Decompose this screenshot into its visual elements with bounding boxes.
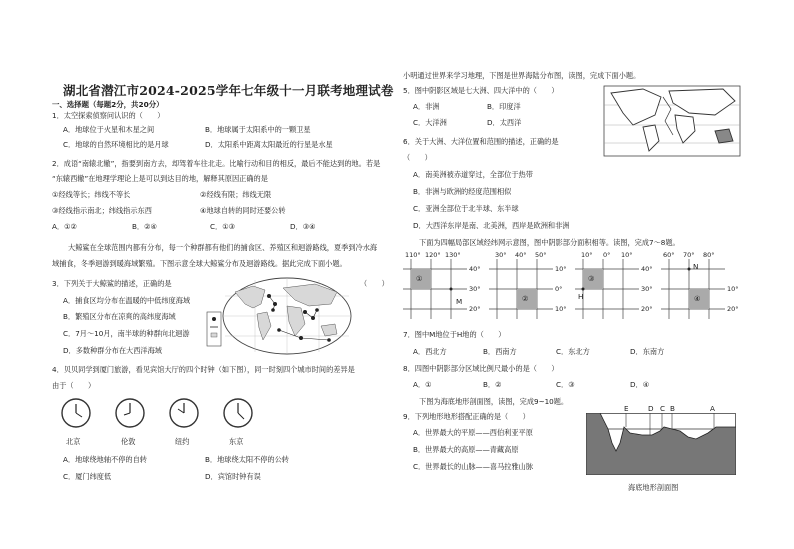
profile-label-e: E	[624, 404, 629, 413]
intro-world-map: 小明通过世界来学习地理，下图是世界海陆分布图，读图，完成下面小题。	[403, 71, 641, 80]
passage-grids: 下面为四幅局部区域经纬网示意图，图中阴影部分面积相等。读图，完成7～8题。	[419, 238, 680, 247]
grid-4-label: ④	[694, 294, 701, 303]
q1-option-a[interactable]: A．地球位于火星和木星之间	[63, 125, 155, 134]
q3-option-c[interactable]: C．7月～10月，南半球的种群向北迴游	[63, 329, 190, 338]
q3-option-a[interactable]: A．捕食区均分布在温暖的中低纬度海域	[63, 296, 191, 305]
q4-option-b[interactable]: B．地球绕太阳不停的公转	[205, 455, 289, 464]
q7-option-a[interactable]: A．西北方	[413, 347, 447, 356]
clock-face-beijing	[62, 399, 90, 427]
clock-faces	[58, 393, 258, 435]
q2-option-c[interactable]: C．①③	[210, 222, 236, 231]
q3-stem: 3．下列关于大鲸鲨的描述，正确的是	[52, 279, 172, 288]
q6-option-c[interactable]: C．亚洲全部位于北半球、东半球	[413, 204, 519, 213]
q2-statement-3: ③经线指示南北；纬线指示东西	[52, 206, 152, 215]
q2-statement-2: ②经线有限；纬线无限	[200, 190, 272, 199]
q9-option-b[interactable]: B．世界最大的高原——青藏高原	[413, 445, 519, 454]
profile-label-a: A	[710, 404, 715, 413]
q6-stem-line2: （ ）	[403, 153, 432, 162]
passage-shark-line2: 域捕食，冬季迴游到暖海域繁殖。下图示意全球大鲸鲨分布及迴游路线。据此完成下面小题。	[52, 259, 347, 268]
q7-stem: 7．图中M地位于H地的（ ）	[403, 330, 506, 339]
q9-stem: 9．下列地形地形搭配正确的是（ ）	[403, 412, 530, 421]
grid-3-label: ③	[588, 274, 595, 283]
page-title: 湖北省潜江市2024-2025学年七年级十一月联考地理试卷	[63, 83, 394, 98]
grid-4: 60° 70° 80° ④ N 10° 20°	[663, 251, 739, 313]
q7-option-c[interactable]: C．东北方	[556, 347, 590, 356]
grid-1-point: M	[456, 297, 463, 306]
q4-option-c[interactable]: C．厦门纬度低	[63, 472, 112, 481]
grid-2: 30° 40° 50° ② 10° 0° 10°	[495, 251, 567, 313]
clock-face-newyork	[170, 399, 198, 427]
grid-3: 10° 0° 10° ③ H 40° 30° 20°	[578, 251, 653, 313]
grid-3-point: H	[578, 292, 584, 301]
q6-option-d[interactable]: D．大西洋东岸是南、北美洲，西岸是欧洲和非洲	[413, 221, 570, 230]
clock-label-london: 伦敦	[121, 437, 136, 446]
grid-4-point: N	[693, 262, 699, 271]
seafloor-profile	[586, 413, 736, 475]
q2-option-d[interactable]: D．③④	[290, 222, 316, 231]
q5-option-a[interactable]: A．非洲	[413, 102, 440, 111]
q1-option-b[interactable]: B．地球属于太阳系中的一颗卫星	[205, 125, 311, 134]
q9-option-a[interactable]: A．世界最大的平原——西伯利亚平原	[413, 428, 533, 437]
q2-statement-1: ①经线等长；纬线不等长	[52, 190, 131, 199]
q5-option-d[interactable]: D．太西洋	[487, 118, 522, 127]
q1-stem: 1．太空探索侦察问认识的（ ）	[52, 111, 165, 120]
passage-profile: 下图为海底地形剖面图，读图，完成9~10题。	[419, 397, 569, 406]
q1-option-c[interactable]: C．地球的自然环境相比的是月球	[63, 140, 169, 149]
q4-option-a[interactable]: A．地球绕地轴不停的自转	[63, 455, 147, 464]
q6-option-a[interactable]: A．南美洲被赤道穿过，全部位于热带	[413, 170, 533, 179]
grid-1: 110° 120° 130° ① M 40° 30° 20°	[405, 251, 481, 313]
q4-stem-line1: 4．贝贝同学到厦门旅游，看见宾馆大厅的四个时钟（如下图），同一时刻四个城市时间的差异是	[52, 365, 355, 374]
q2-option-b[interactable]: B．②④	[132, 222, 158, 231]
q2-option-a[interactable]: A．①②	[52, 222, 77, 231]
profile-caption: 海底地形剖面图	[628, 483, 679, 492]
clock-label-tokyo: 东京	[229, 437, 244, 446]
latlong-grids	[403, 251, 743, 321]
clock-figure	[58, 393, 258, 448]
q8-stem: 8．四图中阴影部分区域比例尺最小的是（ ）	[403, 364, 559, 373]
world-land-sea-map	[603, 85, 741, 157]
q7-option-d[interactable]: D．东南方	[630, 347, 665, 356]
q2-statement-4: ④地球自转的同时还要公转	[200, 206, 286, 215]
q6-stem-line1: 6．关于大洲、大洋位置和范围的描述，正确的是	[403, 137, 559, 146]
seafloor-profile-figure	[586, 401, 736, 494]
q5-option-c[interactable]: C．大洋洲	[413, 118, 447, 127]
q8-option-d[interactable]: D．④	[630, 380, 650, 389]
q6-option-b[interactable]: B．非洲与欧洲的经度范围相似	[413, 187, 512, 196]
clock-face-london	[116, 399, 144, 427]
shark-distribution-map	[205, 274, 355, 358]
grid-2-label: ②	[522, 294, 529, 303]
passage-shark-line1: 大鲸鲨在全球范围内都有分布，每一个种群都有他们的捕食区、养殖区和迴游路线，夏季到冷水海	[68, 243, 378, 252]
q8-option-c[interactable]: C．③	[556, 380, 575, 389]
q7-option-b[interactable]: B．西南方	[483, 347, 517, 356]
profile-label-c: C	[660, 404, 666, 413]
q3-option-d[interactable]: D．多数种群分布在大西洋海域	[63, 346, 162, 355]
clock-label-newyork: 纽约	[175, 437, 190, 446]
clock-label-beijing: 北京	[66, 437, 81, 446]
q3-option-b[interactable]: B．繁殖区分布在凉爽的高纬度海域	[63, 312, 176, 321]
q5-stem: 5．图中阴影区域是七大洲、四大洋中的（ ）	[403, 86, 559, 95]
q9-option-c[interactable]: C．世界最长的山脉——喜马拉雅山脉	[413, 462, 534, 471]
q3-answer-blank: （ ）	[360, 279, 389, 288]
q2-stem-line2: “东辕西辙”在地理学理论上是可以到达目的地，解释其原因正确的是	[52, 174, 268, 183]
q4-stem-line2: 由于（ ）	[52, 381, 96, 390]
clock-face-tokyo	[224, 399, 252, 427]
q1-option-d[interactable]: D．太阳系中距离太阳最近的行星是水星	[205, 140, 333, 149]
q4-option-d[interactable]: D．宾馆时钟有误	[205, 472, 261, 481]
q5-option-b[interactable]: B．印度洋	[487, 102, 521, 111]
grid-1-label: ①	[416, 274, 423, 283]
q2-stem-line1: 2．成语“南辕北辙”，指要到南方去，却驾着车往北走。比喻行动和目的相反，最后不能达到的地。若是	[52, 159, 381, 168]
profile-label-b: B	[670, 404, 675, 413]
q8-option-a[interactable]: A．①	[413, 380, 432, 389]
q8-option-b[interactable]: B．②	[483, 380, 502, 389]
section-heading: 一、选择题（每题2分，共20分）	[52, 100, 164, 109]
profile-label-d: D	[648, 404, 654, 413]
